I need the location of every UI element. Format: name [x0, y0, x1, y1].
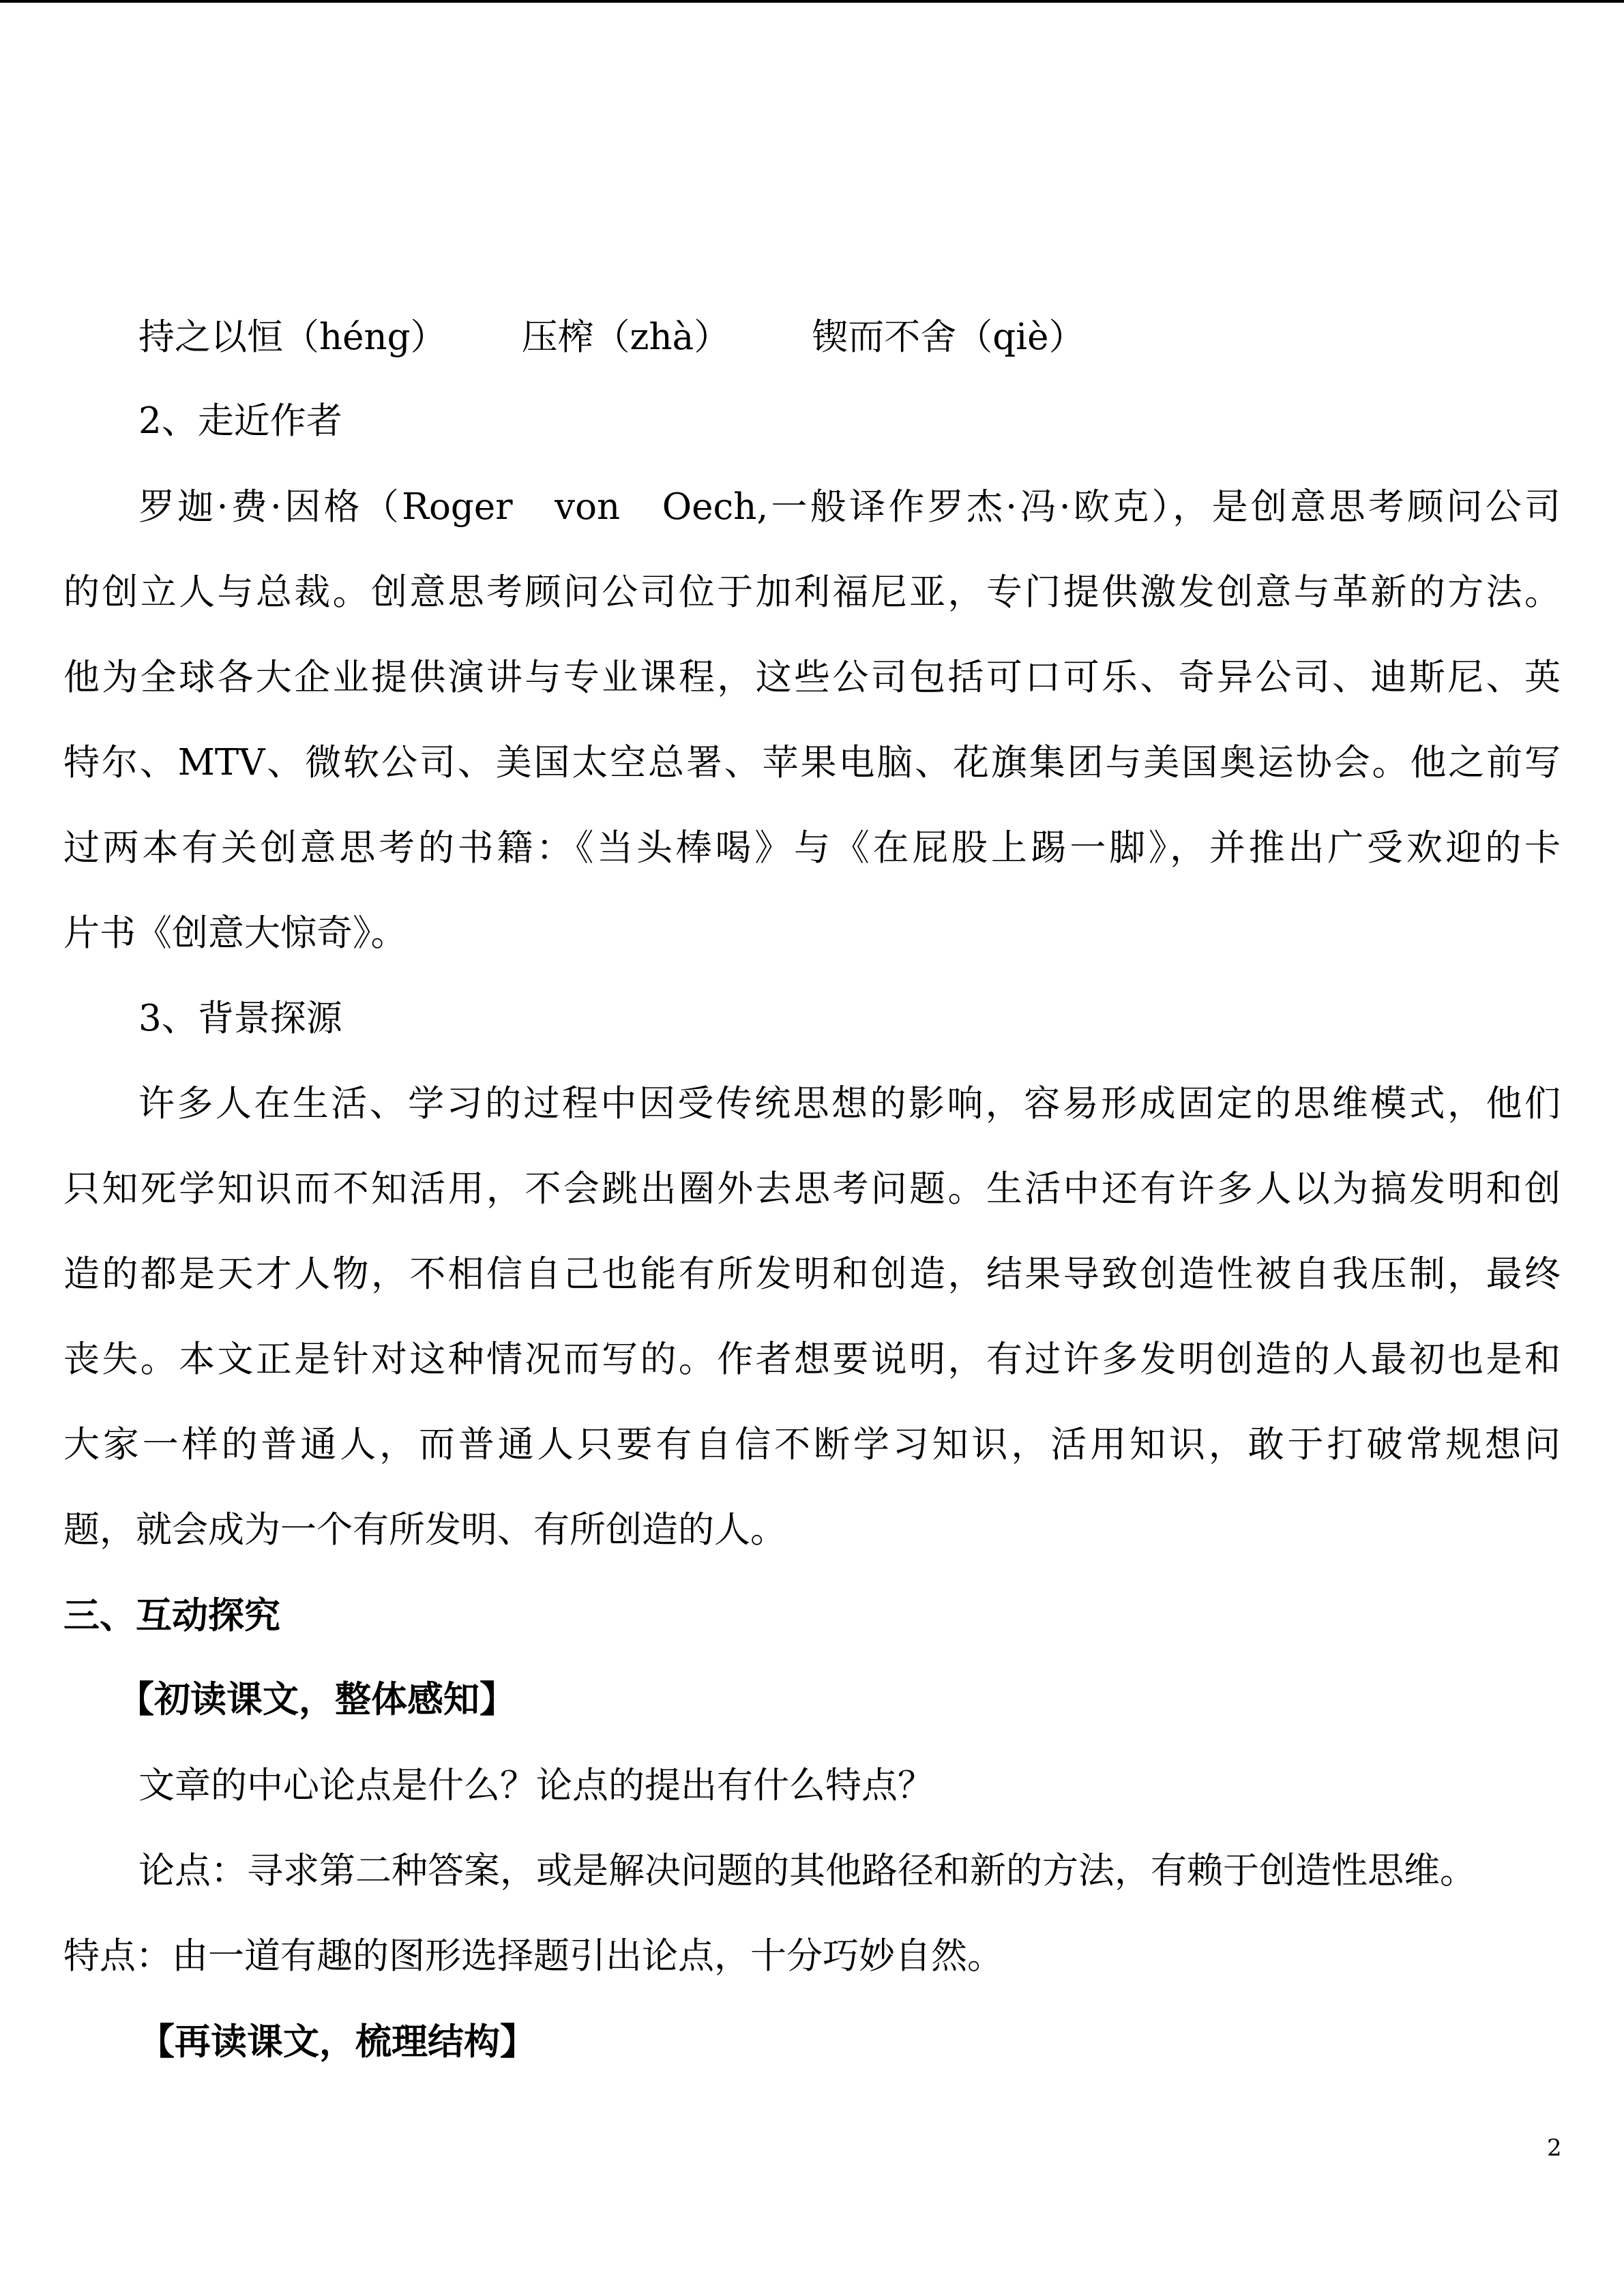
background-paragraph-line: 大家一样的普通人，而普通人只要有自信不断学习知识，活用知识，敢于打破常规想问	[63, 1424, 1561, 1465]
background-paragraph-line: 题，就会成为一个有所发明、有所创造的人。	[63, 1509, 786, 1551]
author-paragraph-line: 罗迦·费·因格（Roger von Oech,一般译作罗杰·冯·欧克），是创意思考顾问公司	[138, 486, 1561, 528]
question-text: 文章的中心论点是什么？论点的提出有什么特点？	[138, 1765, 934, 1806]
author-paragraph-line: 的创立人与总裁。创意思考顾问公司位于加利福尼亚，专门提供激发创意与革新的方法。	[63, 571, 1561, 613]
author-paragraph-line: 特尔、MTV、微软公司、美国太空总署、苹果电脑、花旗集团与美国奥运协会。他之前写	[63, 742, 1561, 784]
background-paragraph-line: 造的都是天才人物，不相信自己也能有所发明和创造，结果导致创造性被自我压制，最终	[63, 1253, 1561, 1295]
background-paragraph-line: 只知死学知识而不知活用，不会跳出圈外去思考问题。生活中还有许多人以为搞发明和创	[63, 1168, 1561, 1210]
second-read-heading: 【再读课文，梳理结构】	[138, 2021, 536, 2063]
pronunciation-item-1: 持之以恒（héng）	[138, 316, 447, 358]
author-paragraph-line: 片书《创意大惊奇》。	[63, 912, 407, 954]
section-heading-background: 3、背景探源	[138, 998, 342, 1039]
part-three-heading: 三、互动探究	[63, 1594, 280, 1637]
background-paragraph-line: 丧失。本文正是针对这种情况而写的。作者想要说明，有过许多发明创造的人最初也是和	[63, 1339, 1561, 1380]
document-page	[63, 0, 1561, 2296]
pronunciation-line	[63, 316, 1561, 359]
pronunciation-item-3: 锲而不舍（qiè）	[812, 316, 1085, 358]
page-number: 2	[1547, 2134, 1562, 2162]
first-read-heading: 【初读课文，整体感知】	[118, 1678, 516, 1720]
author-paragraph-line: 过两本有关创意思考的书籍：《当头棒喝》与《在屁股上踢一脚》，并推出广受欢迎的卡	[63, 827, 1561, 869]
section-heading-author: 2、走近作者	[138, 400, 342, 442]
pronunciation-item-2: 压榨（zhà）	[521, 316, 730, 358]
answer-thesis: 论点：寻求第二种答案，或是解决问题的其他路径和新的方法，有赖于创造性思维。	[138, 1850, 1476, 1892]
answer-feature: 特点：由一道有趣的图形选择题引出论点，十分巧妙自然。	[63, 1935, 1003, 1977]
author-paragraph-line: 他为全球各大企业提供演讲与专业课程，这些公司包括可口可乐、奇异公司、迪斯尼、英	[63, 657, 1561, 698]
background-paragraph-line: 许多人在生活、学习的过程中因受传统思想的影响，容易形成固定的思维模式，他们	[138, 1083, 1561, 1124]
